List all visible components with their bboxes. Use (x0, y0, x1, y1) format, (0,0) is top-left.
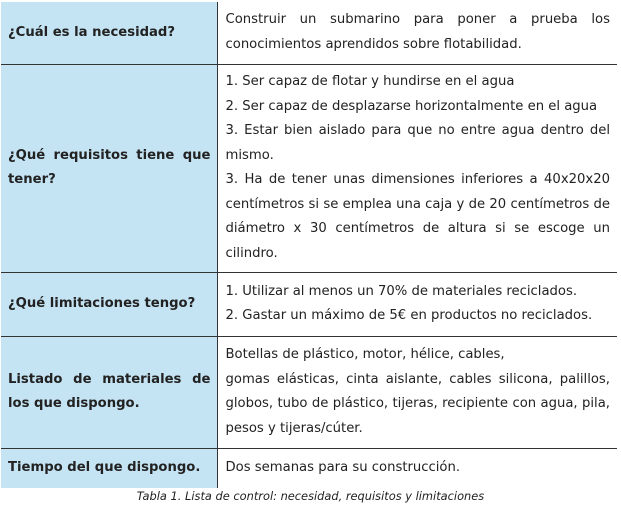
row-question: ¿Qué requisitos tiene que tener? (1, 64, 217, 272)
table-row (1, 336, 617, 448)
row-question: ¿Cuál es la necesidad? (1, 2, 217, 64)
table-row (1, 448, 617, 488)
answer-line: Botellas de plástico, motor, hélice, cables, (225, 347, 505, 362)
answer-line: 3. Estar bien aislado para que no entre agua dentro del (225, 123, 610, 138)
answer-line: Construir un submarino para poner a prueba los (225, 12, 610, 28)
row-question: Tiempo del que dispongo. (1, 448, 217, 488)
row-answer (217, 64, 617, 272)
answer-line: mismo. (225, 147, 274, 163)
answer-line: pesos y tijeras/cúter. (225, 420, 363, 436)
row-answer (217, 2, 617, 64)
answer-line: gomas elásticas, cinta aislante, cables silicona, palillos, (225, 371, 610, 387)
answer-line: 1. Ser capaz de flotar y hundirse en el agua (225, 74, 515, 89)
answer-line: globos, tubo de plástico, tijeras, recipiente con agua, pila, (225, 396, 610, 411)
table-caption: Tabla 1. Lista de control: necesidad, requisitos y limitaciones (136, 489, 485, 503)
answer-line: Dos semanas para su construcción. (225, 460, 461, 475)
table-row (1, 2, 617, 64)
row-question: ¿Qué limitaciones tengo? (1, 272, 217, 336)
answer-line: 2. Ser capaz de desplazarse horizontalmente en el agua (225, 98, 598, 114)
table-row (1, 272, 617, 336)
answer-line: conocimientos aprendidos sobre flotabilidad. (225, 36, 522, 52)
table-row (1, 64, 617, 272)
answer-line: diámetro x 30 centímetros de altura si se escoge un (225, 221, 610, 236)
checklist-table (1, 2, 617, 488)
row-answer (217, 448, 617, 488)
answer-line: centímetros si se emplea una caja y de 20 centímetros de (225, 196, 610, 212)
answer-line: 3. Ha de tener unas dimensiones inferiores a 40x20x20 (225, 172, 610, 187)
row-question: Listado de materiales de los que dispongo. (1, 336, 217, 448)
answer-line: cilindro. (225, 245, 278, 261)
answer-line: 1. Utilizar al menos un 70% de materiales reciclados. (225, 283, 578, 299)
row-answer (217, 272, 617, 336)
answer-line: 2. Gastar un máximo de 5€ en productos no reciclados. (225, 308, 593, 323)
row-answer (217, 336, 617, 448)
